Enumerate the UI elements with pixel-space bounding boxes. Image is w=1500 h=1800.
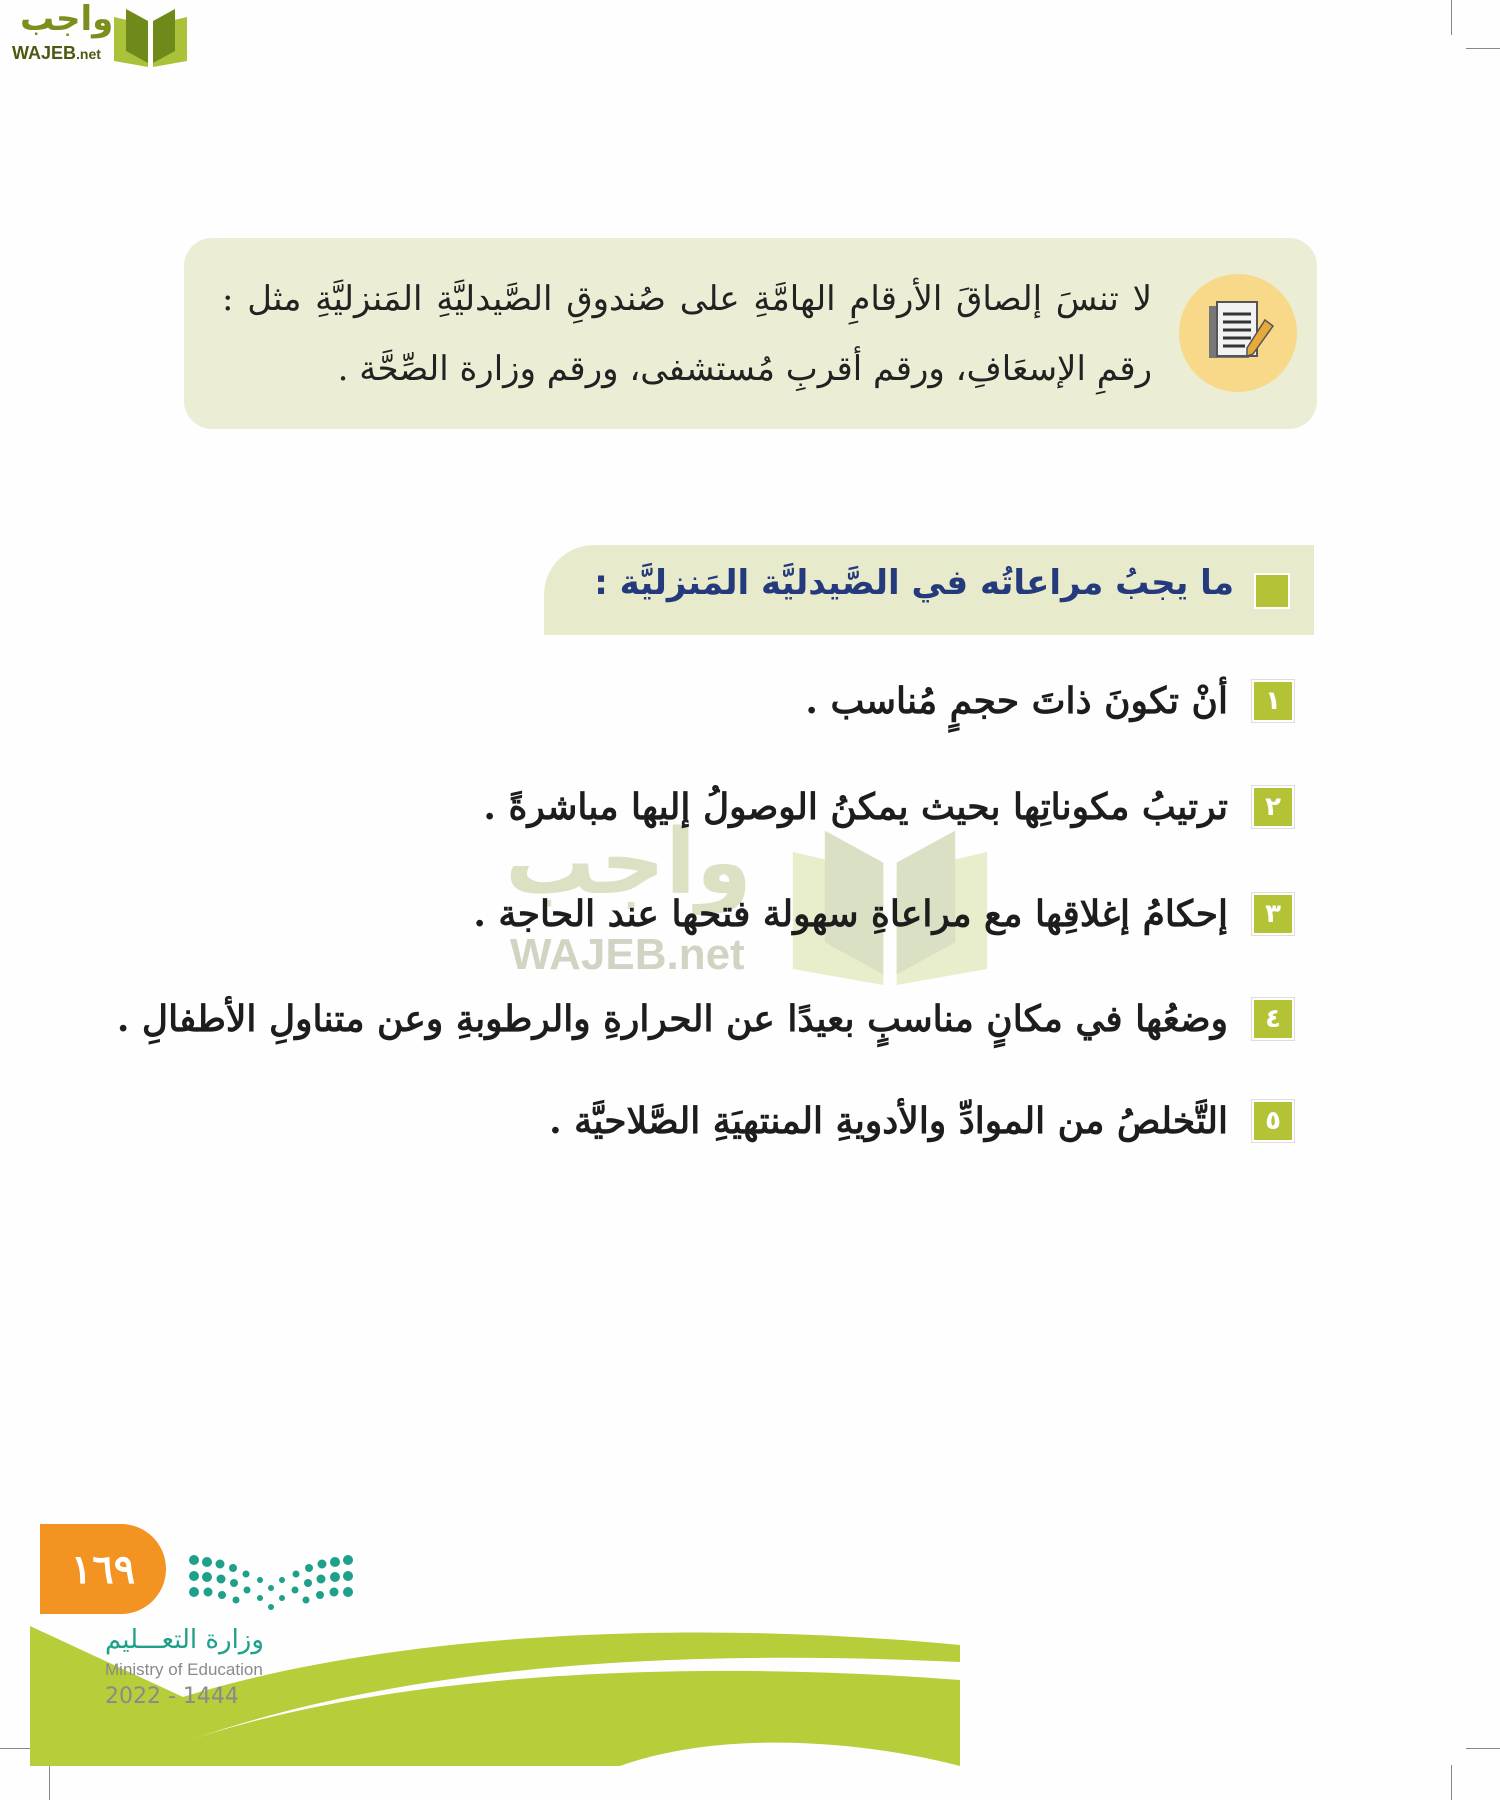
crop-mark <box>1451 0 1452 35</box>
crop-mark <box>1466 1748 1500 1749</box>
watermark-arabic: واجب <box>505 810 752 915</box>
item-text: وضعُها في مكانٍ مناسبٍ بعيدًا عن الحرارةِ والرطوبةِ وعن متناولِ الأطفالِ . <box>116 998 1228 1040</box>
item-number-badge: ٤ <box>1252 998 1294 1040</box>
notes-pencil-icon <box>1179 274 1297 392</box>
logo-arabic: واجب <box>20 0 114 39</box>
item-text: أنْ تكونَ ذاتَ حجمٍ مُناسب . <box>805 680 1228 722</box>
wajeb-logo[interactable] <box>8 0 193 67</box>
list-item <box>549 1100 1294 1142</box>
item-text: إحكامُ إغلاقِها مع مراعاةِ سهولة فتحها عند الحاجة . <box>473 893 1228 935</box>
page-number: ١٦٩ <box>40 1524 166 1614</box>
item-text: ترتيبُ مكوناتِها بحيث يمكنُ الوصولُ إليها مباشرةً . <box>483 786 1228 828</box>
list-item <box>805 680 1294 722</box>
tip-text: لا تنسَ إلصاقَ الأرقامِ الهامَّةِ على صُندوقِ الصَّيدليَّةِ المَنزليَّةِ مثل : رقمِ الإسعَافِ، ورقم أقربِ مُستشفى، ورقم وزارة الصِّحَّة . <box>222 279 1152 389</box>
item-number-badge: ٢ <box>1252 786 1294 828</box>
watermark-latin: WAJEB.net <box>510 930 745 979</box>
square-bullet-icon <box>1254 573 1290 609</box>
item-number-badge: ١ <box>1252 680 1294 722</box>
crop-mark <box>1466 48 1500 49</box>
section-title: ما يجبُ مراعاتُه في الصَّيدليَّة المَنزليَّة : <box>594 563 1234 603</box>
section-heading <box>544 545 1314 635</box>
tip-box <box>184 238 1317 429</box>
edition-year: 2022 - 1444 <box>105 1684 239 1709</box>
logo-latin: WAJEB.net <box>12 43 101 63</box>
item-number-badge: ٣ <box>1252 893 1294 935</box>
ministry-name-english: Ministry of Education <box>105 1660 263 1679</box>
crop-mark <box>49 1765 50 1800</box>
list-item <box>117 998 1294 1040</box>
open-book-icon <box>108 5 193 67</box>
ministry-name-arabic: وزارة التعـــليم <box>105 1625 264 1655</box>
ministry-logo-dots <box>186 1552 356 1612</box>
item-text: التَّخلصُ من الموادِّ والأدويةِ المنتهيَةِ الصَّلاحيَّة . <box>549 1100 1228 1142</box>
item-number-badge: ٥ <box>1252 1100 1294 1142</box>
list-item <box>473 893 1294 935</box>
crop-mark <box>1451 1765 1452 1800</box>
list-item <box>483 786 1294 828</box>
